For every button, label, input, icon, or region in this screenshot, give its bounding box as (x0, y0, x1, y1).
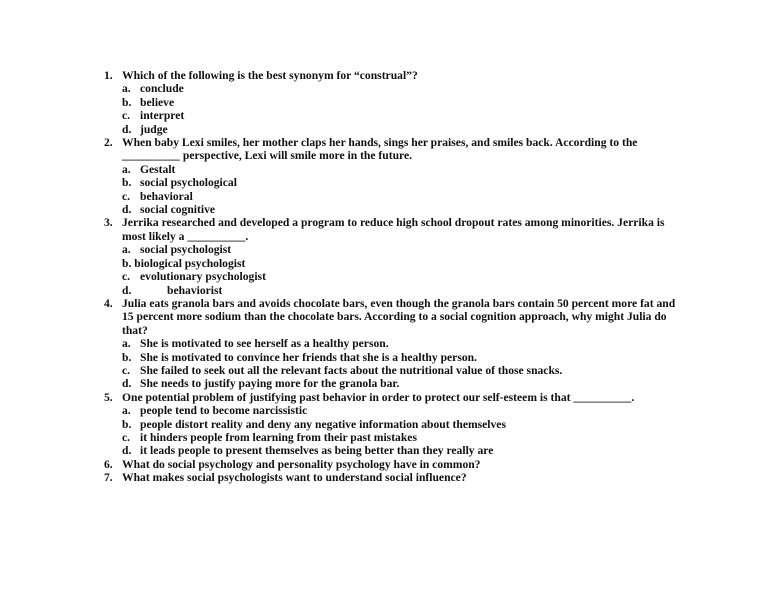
option-text: social cognitive (140, 203, 216, 217)
question-number: 5. (104, 390, 113, 404)
answer-option (0, 243, 768, 256)
answer-option (0, 444, 768, 457)
option-letter: a. (122, 82, 131, 96)
option-text: Gestalt (140, 162, 176, 176)
option-letter: c. (122, 363, 131, 377)
option-letter: c. (122, 430, 131, 444)
option-text: behaviorist (167, 283, 223, 297)
question-text-line: Jerrika researched and developed a program to reduce high school dropout rates among minorities. Jerrika is (122, 216, 665, 230)
question-7 (0, 471, 768, 484)
question-text-line: What makes social psychologists want to understand social influence? (122, 471, 467, 485)
answer-option (0, 109, 768, 122)
option-letter: d. (122, 203, 132, 217)
question-6 (0, 458, 768, 471)
answer-option (0, 337, 768, 350)
answer-option (0, 364, 768, 377)
question-text-line: Which of the following is the best synonym for “construal”? (122, 69, 418, 82)
option-text: it leads people to present themselves as being better than they really are (140, 444, 494, 458)
answer-option (0, 123, 768, 136)
option-letter: c. (122, 109, 131, 123)
answer-option (0, 163, 768, 176)
option-letter: a. (122, 162, 131, 176)
answer-option (0, 82, 768, 95)
option-letter: b. (122, 417, 132, 431)
answer-option (0, 257, 768, 270)
question-number: 7. (104, 471, 113, 485)
option-letter: a. (122, 243, 131, 257)
answer-option (0, 270, 768, 283)
question-text-line: most likely a __________. (122, 229, 249, 243)
option-text: social psychological (140, 176, 237, 190)
answer-option (0, 190, 768, 203)
question-2 (0, 136, 768, 163)
question-text-line: 15 percent more sodium than the chocolate bars. According to a social cognition approach, why might Julia do (122, 310, 667, 324)
answer-option (0, 418, 768, 431)
answer-option (0, 431, 768, 444)
question-text-line: that? (122, 323, 148, 337)
option-letter: b. (122, 176, 132, 190)
question-number: 3. (104, 216, 113, 230)
question-number: 2. (104, 136, 113, 150)
question-3 (0, 216, 768, 243)
option-letter: b. (122, 95, 132, 109)
question-text-line: One potential problem of justifying past behavior in order to protect our self-esteem is that __________. (122, 390, 635, 404)
answer-option (0, 96, 768, 109)
answer-option (0, 203, 768, 216)
option-text: conclude (140, 82, 184, 96)
question-text-line: Julia eats granola bars and avoids chocolate bars, even though the granola bars contain 50 percent more fat and (122, 296, 676, 310)
answer-option (0, 404, 768, 417)
option-letter: d. (122, 283, 132, 297)
option-text: evolutionary psychologist (140, 270, 266, 284)
question-number: 4. (104, 296, 113, 310)
option-letter: c. (122, 189, 131, 203)
answer-option (0, 351, 768, 364)
option-text: social psychologist (140, 243, 232, 257)
question-4 (0, 297, 768, 337)
option-text: She is motivated to see herself as a healthy person. (140, 337, 389, 351)
option-text: behavioral (140, 189, 193, 203)
option-letter: c. (122, 270, 131, 284)
option-letter: a. (122, 404, 131, 418)
question-text-line: __________ perspective, Lexi will smile more in the future. (122, 149, 413, 163)
option-text: She failed to seek out all the relevant facts about the nutritional value of those snacks. (140, 363, 563, 377)
option-text: judge (140, 122, 168, 136)
answer-option (0, 176, 768, 189)
question-1 (0, 69, 768, 82)
answer-option (0, 284, 768, 297)
option-text: it hinders people from learning from their past mistakes (140, 430, 417, 444)
question-text-line: When baby Lexi smiles, her mother claps her hands, sings her praises, and smiles back. According to the (122, 136, 638, 150)
option-text: She needs to justify paying more for the granola bar. (140, 377, 400, 391)
option-letter: b. (122, 350, 132, 364)
option-text: interpret (140, 109, 185, 123)
question-number: 6. (104, 457, 113, 471)
option-letter: a. (122, 337, 131, 351)
option-letter: d. (122, 444, 132, 458)
answer-option (0, 377, 768, 390)
option-text: people tend to become narcissistic (140, 404, 308, 418)
question-text-line: What do social psychology and personality psychology have in common? (122, 457, 481, 471)
option-letter: d. (122, 377, 132, 391)
question-list (0, 69, 768, 485)
question-5 (0, 391, 768, 404)
question-number: 1. (104, 69, 113, 82)
option-text: b. biological psychologist (122, 256, 246, 270)
option-letter: d. (122, 122, 132, 136)
option-text: She is motivated to convince her friends that she is a healthy person. (140, 350, 477, 364)
option-text: people distort reality and deny any negative information about themselves (140, 417, 506, 431)
option-text: believe (140, 95, 175, 109)
